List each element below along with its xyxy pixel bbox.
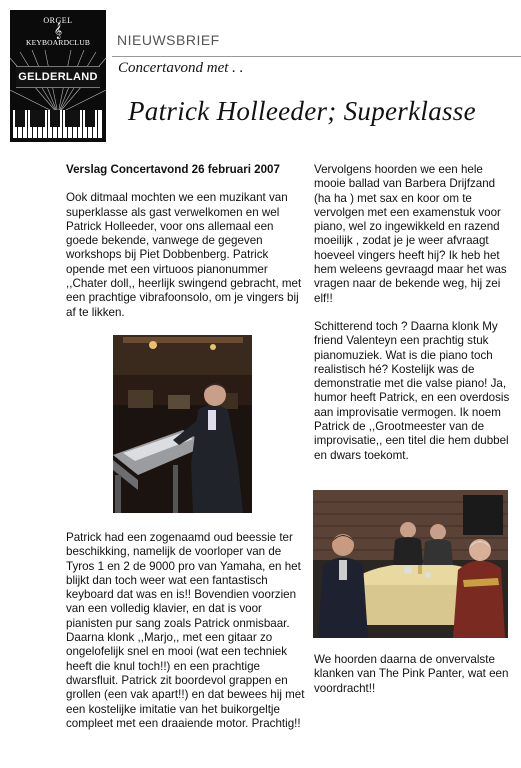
photo-patrick-at-keyboard — [113, 335, 252, 513]
left-paragraph-2: Patrick had een zogenaamd oud beessie ter beschikking, namelijk de voorloper van de Tyros 1 en 2 de 9000 pro van Yamaha, en het blijkt dan toch weer wat een fantastisch keyboard dat was en is!! Bovendien voorzien van een volledig klavier, en dat is voor pianisten pur sang zoals Patrick onmisbaar. Daarna klonk ,,Marjo,, met een gitaar zo ongelofelijk snel en mooi (wat een techniek heeft die knul toch!!) en een prachtige dwarsfluit. Patrick zit boordevol grappen en grollen (een vak apart!!) en dat bewees hij met een kostelijke imitatie van het buikorgeltje compleet met een draaiende motor. Prachtig!! — [66, 531, 305, 730]
piano-keys-icon — [13, 110, 103, 138]
right-paragraph-1: Vervolgens hoorden we een hele mooie ballad van Barbera Drijfzand (ha ha ) met sax en koor om te vervolgen met een examenstuk voor piano, wel zo ingewikkeld en razend moeilijk , zodat je je weer afvraagt hoeveel vingers heeft hij? Ik heb het hem weleens gevraagd maar het was vragen naar de bekende weg, hij zei elf!! — [314, 163, 507, 305]
logo-line1: ORGEL — [43, 16, 73, 25]
right-column-bottom — [314, 653, 514, 696]
logo-line2: KEYBOARDCLUB — [25, 38, 91, 47]
logo-name: GELDERLAND — [16, 66, 100, 88]
header-subtitle: Concertavond met . . — [118, 60, 244, 76]
photo-audience-table — [313, 490, 508, 638]
article-heading: Verslag Concertavond 26 februari 2007 — [66, 163, 280, 176]
left-paragraph-1: Ook ditmaal mochten we een muzikant van superklasse als gast verwelkomen en wel Patrick Holleeder, voor ons allemaal een goede bekende, vanwege de gegeven workshops bij Piet Dobbenberg. Patrick opende met een virtuoos pianonummer ,,Chater doll,, heerlijk swingend gebracht, met een prachtige vibrafoonsolo, om je vingers bij af te likken. — [66, 191, 302, 319]
right-column-top — [314, 163, 514, 463]
left-column-bottom — [66, 531, 306, 731]
treble-clef-icon: 𝄞 — [53, 23, 63, 39]
right-paragraph-3: We hoorden daarna de onvervalste klanken van The Pink Panter, wat een voordracht!! — [314, 653, 509, 695]
left-column-top — [66, 163, 306, 320]
page-title: Patrick Holleeder; Superklasse — [128, 96, 476, 126]
newsletter-label: NIEUWSBRIEF — [117, 32, 220, 48]
right-paragraph-2: Schitterend toch ? Daarna klonk My friend Valenteyn een prachtig stuk pianomuziek. Wat is die piano toch realistisch hé? Kostelijk was de demonstratie met die valse piano! Ja, humor heeft Patrick, en een overdosis aan improvisatie vermogen. Ik noem Patrick de ,,Grootmeester van de improvisatie,, een titel die hem dubbel en dwars toekomt. — [314, 319, 510, 462]
header-divider — [112, 56, 521, 57]
club-logo — [10, 10, 106, 142]
